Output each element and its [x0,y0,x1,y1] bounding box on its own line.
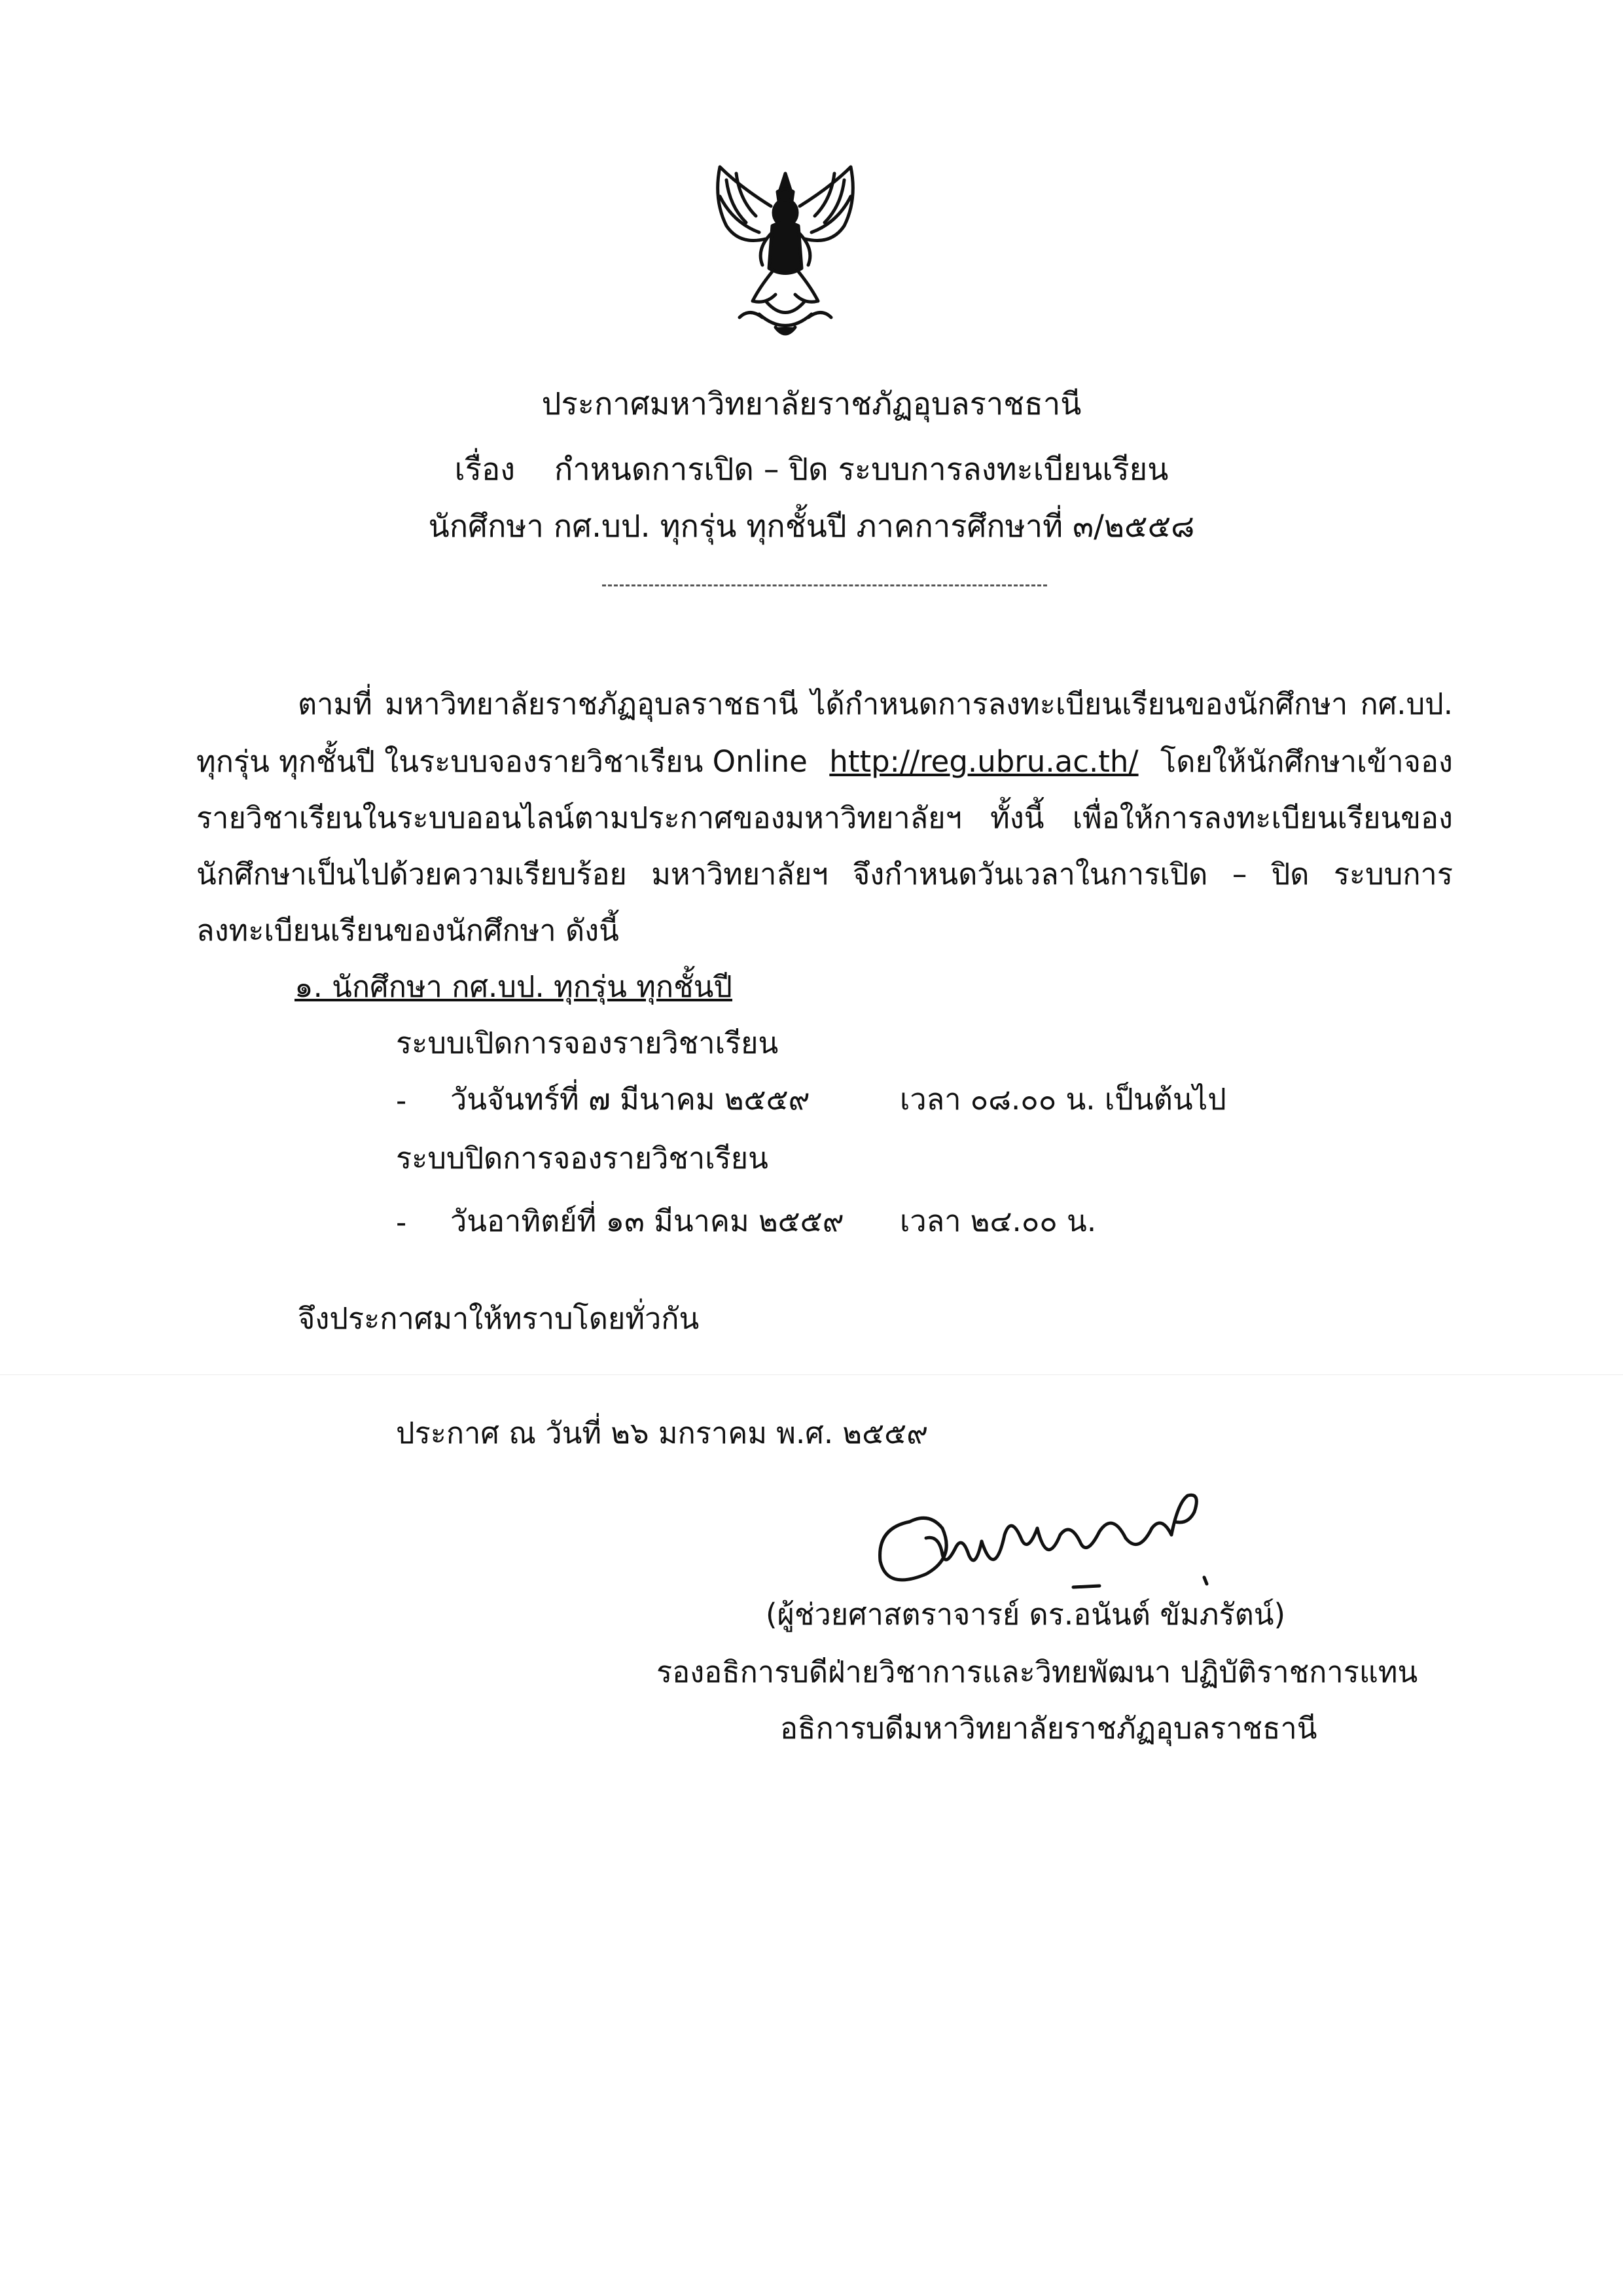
close-bullet: - [396,1205,407,1240]
registration-link[interactable]: http://reg.ubru.ac.th/ [829,744,1139,779]
closing-statement: จึงประกาศมาให้ทราบโดยทั่วกัน [298,1301,700,1336]
subject-text: กำหนดการเปิด – ปิด ระบบการลงทะเบียนเรียน [554,452,1169,488]
signatory-position-2: อธิการบดีมหาวิทยาลัยราชภัฏอุบลราชธานี [780,1711,1317,1746]
open-date: วันจันทร์ที่ ๗ มีนาคม ๒๕๕๙ [450,1082,810,1117]
open-time: เวลา ๐๘.๐๐ น. เป็นต้นไป [900,1082,1226,1117]
garuda-emblem-icon [700,160,870,344]
scan-artifact-line [0,1374,1623,1375]
open-label: ระบบเปิดการจองรายวิชาเรียน [396,1026,779,1060]
close-label: ระบบปิดการจองรายวิชาเรียน [396,1141,768,1175]
body-line-3: รายวิชาเรียนในระบบออนไลน์ตามประกาศของมหาวิทยาลัยฯ ทั้งนี้ เพื่อให้การลงทะเบียนเรียนของ [196,800,1453,835]
subject-target-line: นักศึกษา กศ.บป. ทุกรุ่น ทุกชั้นปี ภาคการศึกษาที่ ๓/๒๕๕๘ [428,509,1195,545]
signatory-name: (ผู้ช่วยศาสตราจารย์ ดร.อนันต์ ขัมภรัตน์) [766,1597,1286,1632]
body-line-2-pre: ทุกรุ่น ทุกชั้นปี ในระบบจองรายวิชาเรียน Online [196,744,808,779]
announcement-date: ประกาศ ณ วันที่ ๒๖ มกราคม พ.ศ. ๒๕๕๙ [396,1416,929,1450]
close-date: วันอาทิตย์ที่ ๑๓ มีนาคม ๒๕๕๙ [450,1204,844,1238]
body-line-4: นักศึกษาเป็นไปด้วยความเรียบร้อย มหาวิทยาลัยฯ จึงกำหนดวันเวลาในการเปิด – ปิด ระบบการ [196,857,1453,891]
handwritten-signature [864,1476,1230,1594]
body-line-2-post: โดยให้นักศึกษาเข้าจอง [1160,744,1453,779]
open-bullet: - [396,1083,407,1118]
body-line-1: ตามที่ มหาวิทยาลัยราชภัฏอุบลราชธานี ได้กำหนดการลงทะเบียนเรียนของนักศึกษา กศ.บป. [298,687,1453,721]
body-line-2 [196,742,1453,781]
announcement-title: ประกาศมหาวิทยาลัยราชภัฏอุบลราชธานี [541,386,1082,422]
close-time: เวลา ๒๔.๐๐ น. [900,1204,1097,1238]
signatory-position-1: รองอธิการบดีฝ่ายวิชาการและวิทยพัฒนา ปฏิบัติราชการแทน [656,1655,1418,1689]
header-divider [602,584,1047,586]
subject-line [0,450,1623,490]
schedule-item-heading: ๑. นักศึกษา กศ.บป. ทุกรุ่น ทุกชั้นปี [294,969,733,1004]
subject-label: เรื่อง [454,452,516,488]
body-line-5: ลงทะเบียนเรียนของนักศึกษา ดังนี้ [196,913,619,948]
